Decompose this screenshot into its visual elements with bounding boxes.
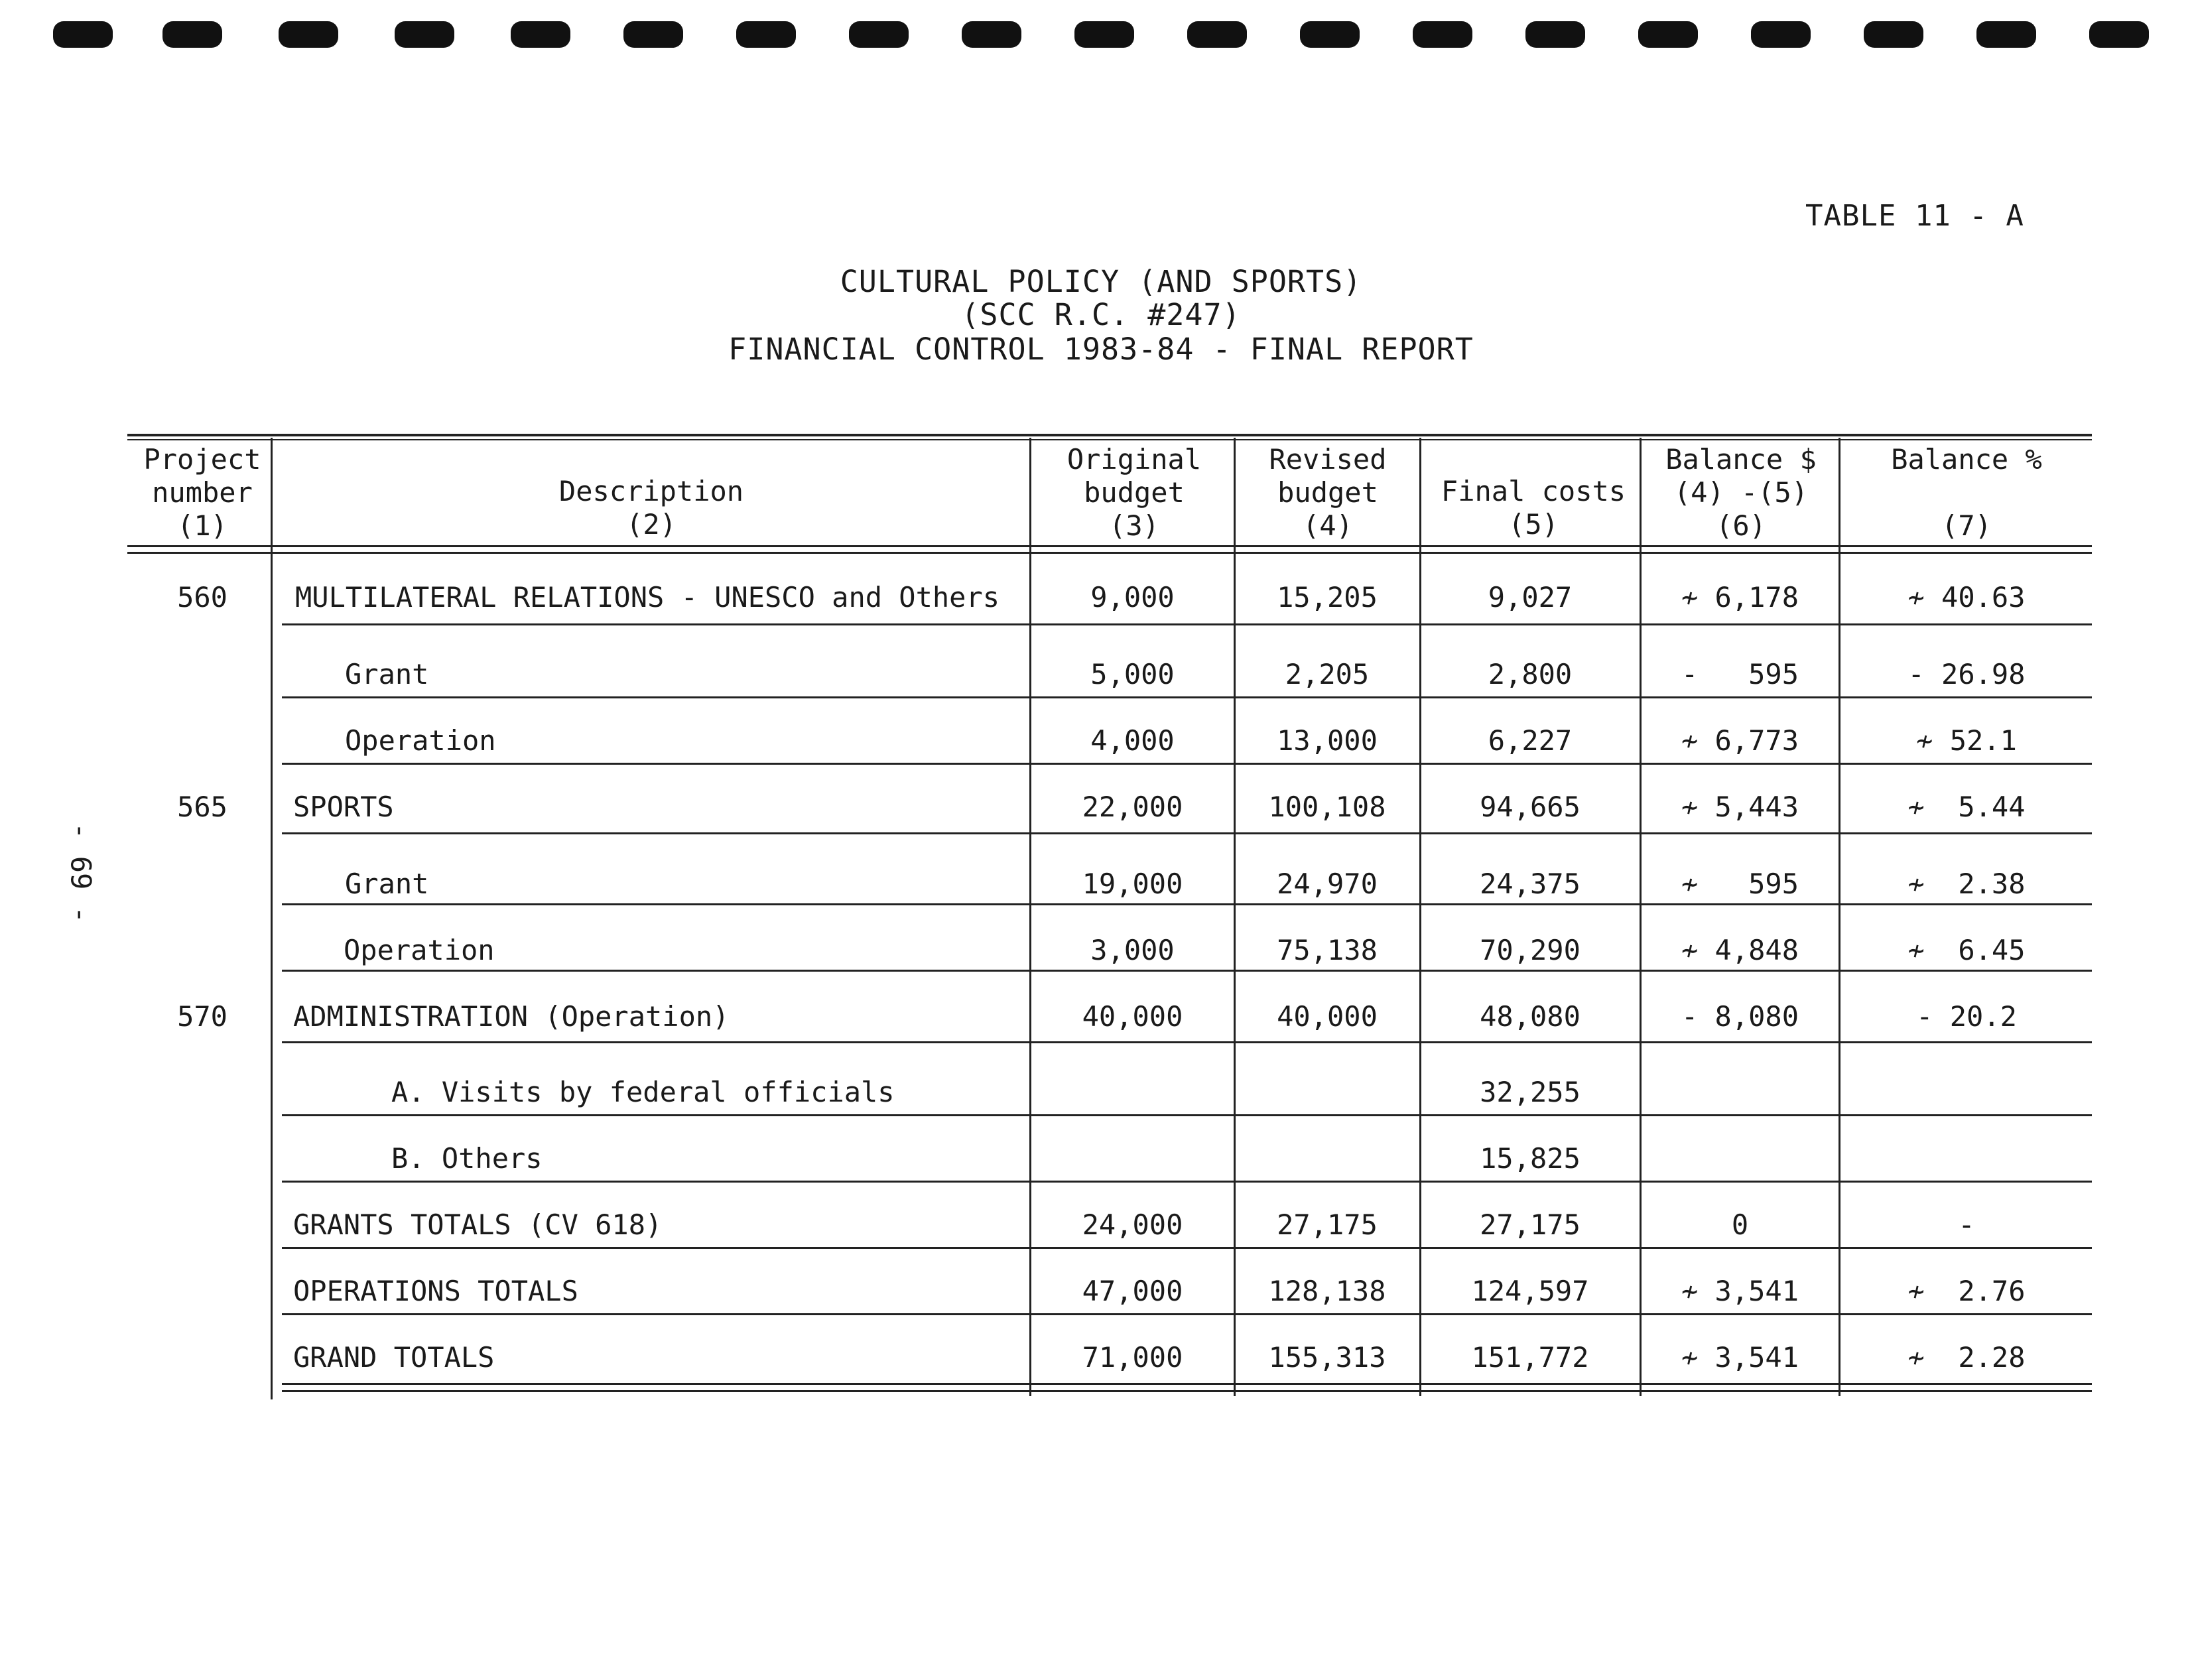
column-rule-original	[1029, 438, 1031, 1396]
binder-punch-holes	[53, 21, 2175, 53]
project-number-cell: 570	[177, 1000, 227, 1033]
balance-percent-cell: ≁ 2.76	[1907, 1275, 2026, 1307]
revised-budget-cell: 75,138	[1277, 934, 1378, 966]
original-budget-cell: 3,000	[1090, 934, 1175, 966]
final-costs-cell: 48,080	[1480, 1000, 1581, 1033]
final-costs-cell: 2,800	[1488, 658, 1573, 690]
row-grand-totals-description: GRAND TOTALS	[293, 1341, 495, 1374]
revised-budget-cell: 13,000	[1277, 724, 1378, 757]
balance-dollar-cell: ≁ 3,541	[1681, 1341, 1799, 1374]
balance-percent-cell: ≁ 40.63	[1907, 581, 2026, 614]
row-sports-rule	[282, 832, 2092, 834]
final-costs-cell: 27,175	[1480, 1208, 1581, 1241]
row-sports-grant-description: Grant	[345, 868, 429, 900]
original-budget-cell: 22,000	[1082, 791, 1183, 823]
balance-dollar-cell: - 595	[1681, 658, 1799, 690]
column-rule-final	[1419, 438, 1421, 1396]
balance-dollar-cell: ≁ 6,178	[1681, 581, 1799, 614]
row-admin-others-description: B. Others	[391, 1142, 543, 1175]
balance-dollar-cell: - 8,080	[1681, 1000, 1799, 1033]
row-multilateral-grant-description: Grant	[345, 658, 429, 690]
header-final-costs: Final costs (5)	[1441, 475, 1626, 541]
project-number-cell: 560	[177, 581, 227, 614]
balance-percent-cell: ≁ 5.44	[1907, 791, 2026, 823]
final-costs-cell: 151,772	[1471, 1341, 1589, 1374]
balance-percent-cell: - 20.2	[1916, 1000, 2017, 1033]
row-multilateral-description: MULTILATERAL RELATIONS - UNESCO and Others	[295, 581, 1000, 614]
final-costs-cell: 94,665	[1480, 791, 1581, 823]
balance-percent-cell: ≁ 6.45	[1907, 934, 2026, 966]
original-budget-cell: 5,000	[1090, 658, 1175, 690]
table-top-rule	[127, 434, 2092, 436]
row-sports-operation-description: Operation	[344, 934, 495, 966]
table-top-rule-inner	[127, 439, 2092, 440]
original-budget-cell: 24,000	[1082, 1208, 1183, 1241]
row-operations-totals-rule	[282, 1313, 2092, 1315]
grand-totals-double-rule	[282, 1390, 2092, 1392]
row-administration-rule	[282, 1041, 2092, 1043]
column-rule-balance-percent	[1839, 438, 1840, 1396]
row-sports-operation-rule	[282, 970, 2092, 972]
row-multilateral-operation-rule	[282, 763, 2092, 765]
balance-dollar-cell: ≁ 3,541	[1681, 1275, 1799, 1307]
original-budget-cell: 71,000	[1082, 1341, 1183, 1374]
column-rule-revised	[1234, 438, 1236, 1396]
row-admin-visits-description: A. Visits by federal officials	[391, 1076, 895, 1108]
revised-budget-cell: 2,205	[1285, 658, 1370, 690]
row-administration-description: ADMINISTRATION (Operation)	[293, 1000, 730, 1033]
original-budget-cell: 19,000	[1082, 868, 1183, 900]
balance-percent-cell: - 26.98	[1907, 658, 2026, 690]
page-subtitle-report: FINANCIAL CONTROL 1983-84 - FINAL REPORT	[728, 332, 1474, 367]
balance-dollar-cell: 0	[1731, 1208, 1749, 1241]
row-operations-totals-description: OPERATIONS TOTALS	[293, 1275, 578, 1307]
page-title: CULTURAL POLICY (AND SPORTS)	[840, 264, 1362, 299]
final-costs-cell: 70,290	[1480, 934, 1581, 966]
final-costs-cell: 124,597	[1471, 1275, 1589, 1307]
original-budget-cell: 9,000	[1090, 581, 1175, 614]
balance-dollar-cell: ≁ 5,443	[1681, 791, 1799, 823]
page-subtitle-code: (SCC R.C. #247)	[961, 297, 1241, 332]
row-grants-totals-description: GRANTS TOTALS (CV 618)	[293, 1208, 663, 1241]
column-rule-description	[271, 438, 273, 1399]
page-number: - 69 -	[64, 822, 97, 923]
header-description: Description (2)	[558, 475, 744, 541]
final-costs-cell: 9,027	[1488, 581, 1573, 614]
row-multilateral-rule	[282, 623, 2092, 625]
row-admin-others-rule	[282, 1181, 2092, 1183]
row-multilateral-grant-rule	[282, 696, 2092, 698]
balance-dollar-cell: ≁ 595	[1681, 868, 1799, 900]
header-balance-percent: Balance % (7)	[1891, 443, 2042, 542]
revised-budget-cell: 128,138	[1268, 1275, 1386, 1307]
revised-budget-cell: 27,175	[1277, 1208, 1378, 1241]
row-sports-grant-rule	[282, 903, 2092, 905]
balance-percent-cell: ≁ 2.38	[1907, 868, 2026, 900]
header-bottom-rule-inner	[127, 552, 2092, 554]
revised-budget-cell: 100,108	[1268, 791, 1386, 823]
balance-dollar-cell: ≁ 4,848	[1681, 934, 1799, 966]
row-sports-description: SPORTS	[293, 791, 394, 823]
balance-dollar-cell: ≁ 6,773	[1681, 724, 1799, 757]
row-multilateral-operation-description: Operation	[345, 724, 496, 757]
header-balance-dollar: Balance $ (4) -(5) (6)	[1665, 443, 1817, 542]
final-costs-cell: 6,227	[1488, 724, 1573, 757]
header-original-budget: Original budget (3)	[1066, 443, 1202, 542]
balance-percent-cell: ≁ 2.28	[1907, 1341, 2026, 1374]
row-grants-totals-rule	[282, 1247, 2092, 1249]
revised-budget-cell: 24,970	[1277, 868, 1378, 900]
row-admin-visits-rule	[282, 1114, 2092, 1116]
header-bottom-rule	[127, 545, 2092, 547]
balance-percent-cell: ≁ 52.1	[1916, 724, 2017, 757]
final-costs-cell: 32,255	[1480, 1076, 1581, 1108]
revised-budget-cell: 40,000	[1277, 1000, 1378, 1033]
header-project-number: Project number (1)	[143, 443, 261, 542]
column-rule-balance-dollar	[1640, 438, 1642, 1396]
original-budget-cell: 47,000	[1082, 1275, 1183, 1307]
final-costs-cell: 24,375	[1480, 868, 1581, 900]
final-costs-cell: 15,825	[1480, 1142, 1581, 1175]
revised-budget-cell: 155,313	[1268, 1341, 1386, 1374]
project-number-cell: 565	[177, 791, 227, 823]
revised-budget-cell: 15,205	[1277, 581, 1378, 614]
header-revised-budget: Revised budget (4)	[1269, 443, 1387, 542]
table-id: TABLE 11 - A	[1805, 199, 2024, 233]
row-grand-totals-rule	[282, 1383, 2092, 1385]
balance-percent-cell: -	[1958, 1208, 1975, 1241]
original-budget-cell: 40,000	[1082, 1000, 1183, 1033]
original-budget-cell: 4,000	[1090, 724, 1175, 757]
